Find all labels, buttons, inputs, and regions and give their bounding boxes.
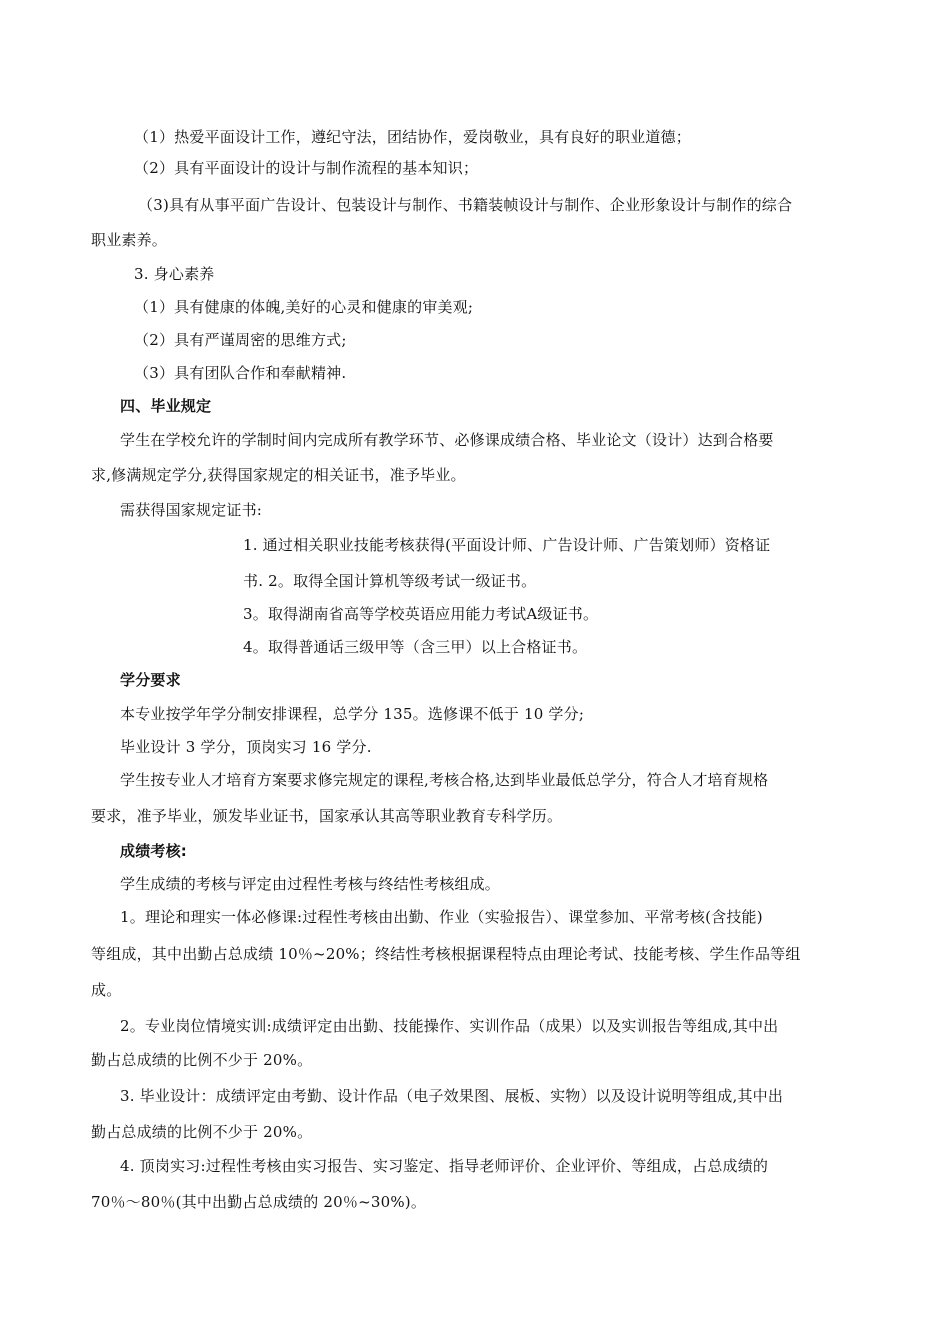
text-line: 书. 2。取得全国计算机等级考试一级证书。	[243, 572, 537, 590]
text-line: 4. 顶岗实习:过程性考核由实习报告、实习鉴定、指导老师评价、企业评价、等组成，占总成绩的	[120, 1157, 769, 1175]
text-line: （1）具有健康的体魄,美好的心灵和健康的审美观;	[134, 298, 474, 316]
text-line: （3）具有团队合作和奉献精神.	[134, 364, 347, 382]
text-line: 1. 通过相关职业技能考核获得(平面设计师、广告设计师、广告策划师）资格证	[243, 536, 771, 554]
section-heading: 学分要求	[120, 671, 181, 689]
text-line: 3. 毕业设计：成绩评定由考勤、设计作品（电子效果图、展板、实物）以及设计说明等组成,其中出	[120, 1087, 784, 1105]
text-line: （1）热爱平面设计工作，遵纪守法，团结协作，爱岗敬业，具有良好的职业道德；	[134, 128, 691, 146]
text-line: 勤占总成绩的比例不少于 20%。	[91, 1123, 313, 1141]
text-line: 要求，准予毕业，颁发毕业证书，国家承认其高等职业教育专科学历。	[91, 807, 563, 825]
text-line: 3。取得湖南省高等学校英语应用能力考试A级证书。	[243, 605, 599, 623]
text-line: 70％～80％(其中出勤占总成绩的 20％~30%)。	[91, 1193, 427, 1211]
text-line: 毕业设计 3 学分，顶岗实习 16 学分.	[120, 738, 372, 756]
text-line: （3)具有从事平面广告设计、包装设计与制作、书籍装帧设计与制作、企业形象设计与制作的综合	[138, 196, 793, 214]
text-line: 本专业按学年学分制安排课程，总学分 135。选修课不低于 10 学分;	[120, 705, 585, 723]
text-line: 1。理论和理实一体必修课:过程性考核由出勤、作业（实验报告）、课堂参加、平常考核(含技能)	[120, 908, 763, 926]
section-heading: 成绩考核:	[120, 842, 187, 860]
section-heading: 3. 身心素养	[134, 265, 215, 283]
text-line: 职业素养。	[91, 231, 168, 249]
text-line: 勤占总成绩的比例不少于 20%。	[91, 1051, 313, 1069]
text-line: 求,修满规定学分,获得国家规定的相关证书，准予毕业。	[91, 466, 466, 484]
text-line: 学生成绩的考核与评定由过程性考核与终结性考核组成。	[120, 875, 501, 893]
text-line: （2）具有严谨周密的思维方式;	[134, 331, 347, 349]
text-line: 成。	[91, 981, 122, 999]
text-line: 2。专业岗位情境实训:成绩评定由出勤、技能操作、实训作品（成果）以及实训报告等组成,其中出	[120, 1017, 779, 1035]
text-line: （2）具有平面设计的设计与制作流程的基本知识；	[134, 159, 479, 177]
text-line: 等组成，其中出勤占总成绩 10％~20%；终结性考核根据课程特点由理论考试、技能考核、学生作品等组	[91, 945, 801, 963]
text-line: 学生在学校允许的学制时间内完成所有教学环节、必修课成绩合格、毕业论文（设计）达到合格要	[120, 431, 774, 449]
text-line: 需获得国家规定证书:	[120, 501, 263, 519]
text-line: 4。取得普通话三级甲等（含三甲）以上合格证书。	[243, 638, 588, 656]
text-line: 学生按专业人才培育方案要求修完规定的课程,考核合格,达到毕业最低总学分，符合人才培育规格	[120, 771, 769, 789]
section-heading: 四、毕业规定	[120, 397, 212, 415]
